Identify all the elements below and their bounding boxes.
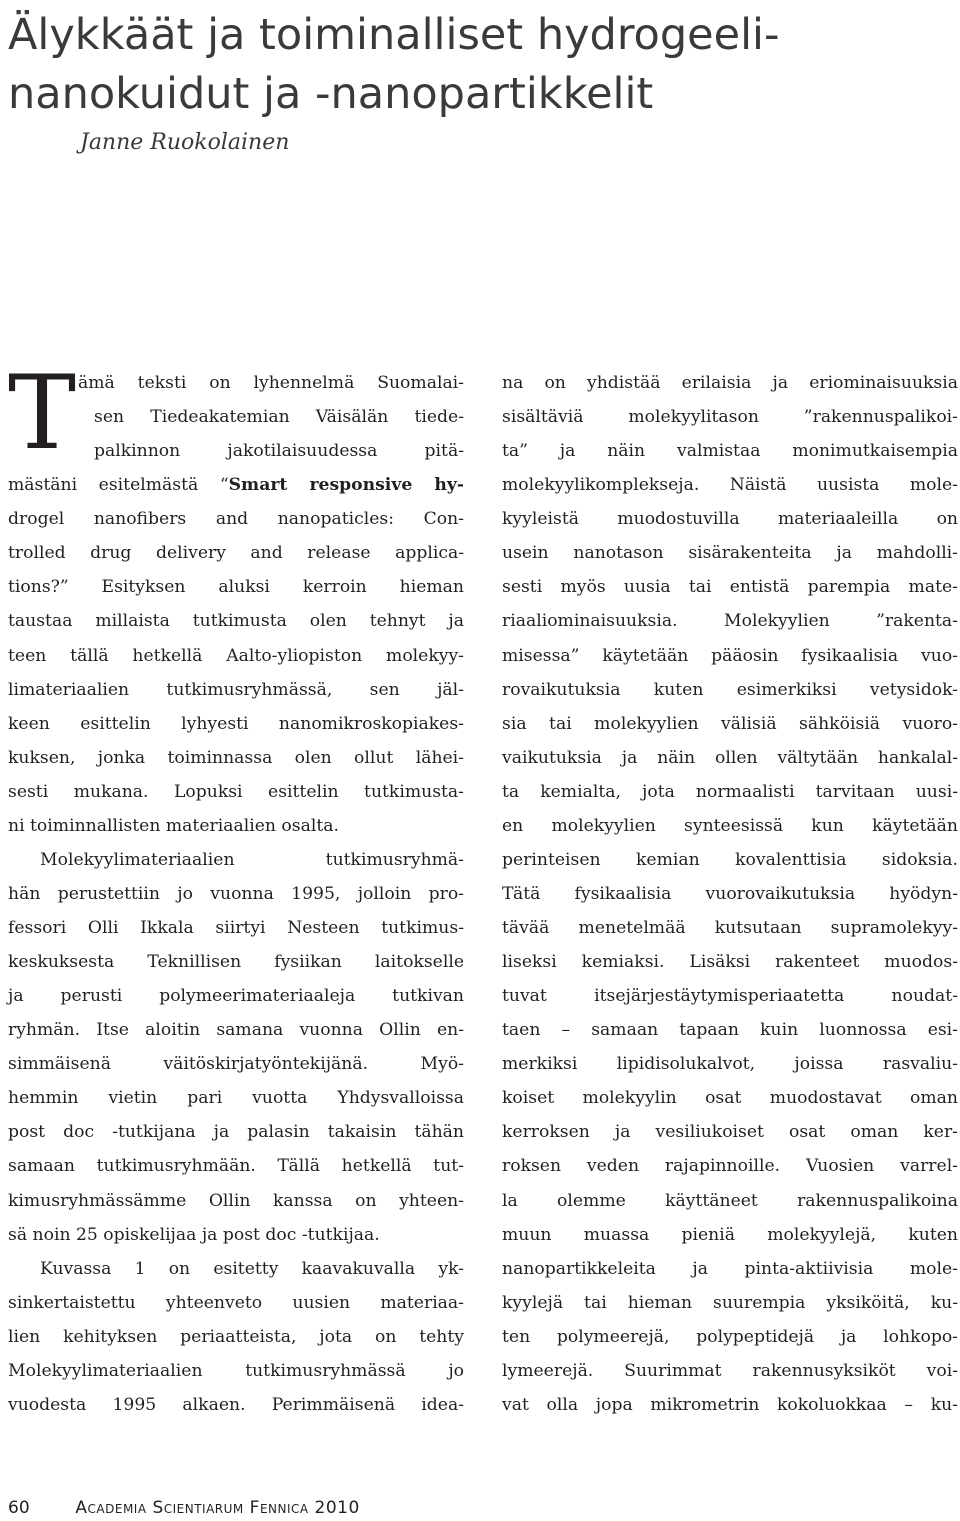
text-line: vat olla jopa mikrometrin kokoluokkaa – ku- — [502, 1394, 958, 1415]
text-line: kyyleistä muodostuvilla materiaaleilla on — [502, 509, 958, 530]
text-line: post doc -tutkijana ja palasin takaisin tähän — [8, 1122, 464, 1143]
article-title — [8, 6, 953, 124]
text-line: perinteisen kemian kovalenttisia sidoksia. — [502, 849, 958, 870]
text-line: sisältäviä molekyylitason ”rakennuspalikoi- — [502, 407, 958, 428]
text-line: ta” ja näin valmistaa monimutkaisempia — [502, 441, 958, 462]
text-line: sesti myös uusia tai entistä parempia mate- — [502, 577, 958, 598]
page-footer — [8, 1497, 948, 1519]
text-line: mästäni esitelmästä “Smart responsive hy- — [8, 475, 464, 496]
text-line: taen – samaan tapaan kuin luonnossa esi- — [502, 1020, 958, 1041]
text-line: lymeerejä. Suurimmat rakennusyksiköt voi- — [502, 1360, 958, 1381]
text-line: Tätä fysikaalisia vuorovaikutuksia hyödyn- — [502, 883, 958, 904]
text-line: trolled drug delivery and release applica- — [8, 543, 464, 564]
text-line: fessori Olli Ikkala siirtyi Nesteen tutkimus- — [8, 918, 464, 938]
text-line: Kuvassa 1 on esitetty kaavakuvalla yk- — [40, 1258, 464, 1279]
text-line: tävää menetelmää kutsutaan supramolekyy- — [502, 918, 958, 938]
text-line: rovaikutuksia kuten esimerkiksi vetysidok- — [502, 679, 958, 700]
text-line: sä noin 25 opiskelijaa ja post doc -tutkijaa. — [8, 1224, 380, 1245]
text-line: misessa” käytetään pääosin fysikaalisia vuo- — [502, 645, 958, 666]
text-line: hän perustettiin jo vuonna 1995, jolloin pro- — [8, 883, 464, 904]
page-number: 60 — [8, 1498, 30, 1518]
text-line: ryhmän. Itse aloitin samana vuonna Ollin en- — [8, 1020, 464, 1041]
text-line: simmäisenä väitöskirjatyöntekijänä. Myö- — [8, 1054, 464, 1075]
text-line: liseksi kemiaksi. Lisäksi rakenteet muodos- — [502, 952, 958, 973]
title-line-2: nanokuidut ja -nanopartikkelit — [8, 69, 654, 119]
text-line: usein nanotason sisärakenteita ja mahdolli- — [502, 543, 958, 564]
text-line: kuksen, jonka toiminnassa olen ollut lähei- — [8, 747, 464, 768]
text-line: la olemme käyttäneet rakennuspalikoina — [502, 1190, 958, 1211]
text-line: Molekyylimateriaalien tutkimusryhmä- — [40, 849, 464, 870]
text-line: kimusryhmässämme Ollin kanssa on yhteen- — [8, 1190, 464, 1211]
text-line: ämä teksti on lyhennelmä Suomalai- — [78, 373, 464, 393]
text-line: limateriaalien tutkimusryhmässä, sen jäl- — [8, 679, 464, 700]
author-name: Janne Ruokolainen — [80, 130, 290, 155]
text-line: lien kehityksen periaatteista, jota on tehty — [8, 1326, 464, 1347]
title-line-1: Älykkäät ja toiminalliset hydrogeeli- — [8, 10, 780, 60]
text-line: ten polymeerejä, polypeptidejä ja lohkopo- — [502, 1326, 958, 1347]
text-line: keskuksesta Teknillisen fysiikan laitokselle — [8, 952, 464, 973]
text-line: hemmin vietin pari vuotta Yhdysvalloissa — [8, 1088, 464, 1109]
text-line: na on yhdistää erilaisia ja eriominaisuuksia — [502, 373, 958, 393]
text-line: samaan tutkimusryhmään. Tällä hetkellä tut- — [8, 1156, 464, 1177]
text-line: ni toiminnallisten materiaalien osalta. — [8, 815, 339, 836]
drop-cap: T — [8, 354, 77, 473]
text-line: tions?” Esityksen aluksi kerroin hieman — [8, 577, 464, 598]
text-line: Molekyylimateriaalien tutkimusryhmässä jo — [8, 1360, 464, 1381]
journal-name: Academia Scientiarum Fennica 2010 — [75, 1498, 360, 1518]
text-line: palkinnon jakotilaisuudessa pitä- — [94, 441, 464, 462]
text-line: teen tällä hetkellä Aalto-yliopiston molekyy- — [8, 645, 464, 666]
text-line: ta kemialta, jota normaalisti tarvitaan uusi- — [502, 781, 958, 802]
text-line: sen Tiedeakatemian Väisälän tiede- — [94, 407, 464, 428]
text-line: vaikutuksia ja näin ollen vältytään hankalal- — [502, 747, 958, 768]
text-line: kerroksen ja vesiliukoiset osat oman ker- — [502, 1122, 958, 1143]
text-line: nanopartikkeleita ja pinta-aktiivisia mole- — [502, 1258, 958, 1279]
text-line: muun muassa pieniä molekyylejä, kuten — [502, 1224, 958, 1245]
text-line: vuodesta 1995 alkaen. Perimmäisenä idea- — [8, 1394, 464, 1415]
text-line: koiset molekyylin osat muodostavat oman — [502, 1088, 958, 1109]
text-line: roksen veden rajapinnoille. Vuosien varrel- — [502, 1156, 958, 1177]
text-line: molekyylikomplekseja. Näistä uusista mole- — [502, 475, 958, 496]
text-line: kyylejä tai hieman suurempia yksiköitä, ku- — [502, 1292, 958, 1313]
text-line: ja perusti polymeerimateriaaleja tutkivan — [8, 986, 464, 1007]
text-line: sia tai molekyylien välisiä sähköisiä vuoro- — [502, 713, 958, 734]
text-line: sinkertaistettu yhteenveto uusien materiaa- — [8, 1292, 464, 1313]
text-line: merkiksi lipidisolukalvot, joissa rasvaliu- — [502, 1054, 958, 1075]
text-line: keen esittelin lyhyesti nanomikroskopiakes- — [8, 713, 464, 734]
text-line: en molekyylien synteesissä kun käytetään — [502, 815, 958, 836]
text-line: taustaa millaista tutkimusta olen tehnyt ja — [8, 611, 464, 632]
text-line: sesti mukana. Lopuksi esittelin tutkimusta- — [8, 781, 464, 802]
text-line: riaaliominaisuuksia. Molekyylien ”rakenta- — [502, 611, 958, 632]
left-column — [8, 354, 464, 1422]
text-line: drogel nanofibers and nanopaticles: Con- — [8, 509, 464, 530]
right-column — [502, 366, 958, 1422]
text-line: tuvat itsejärjestäytymisperiaatetta noudat- — [502, 986, 958, 1007]
